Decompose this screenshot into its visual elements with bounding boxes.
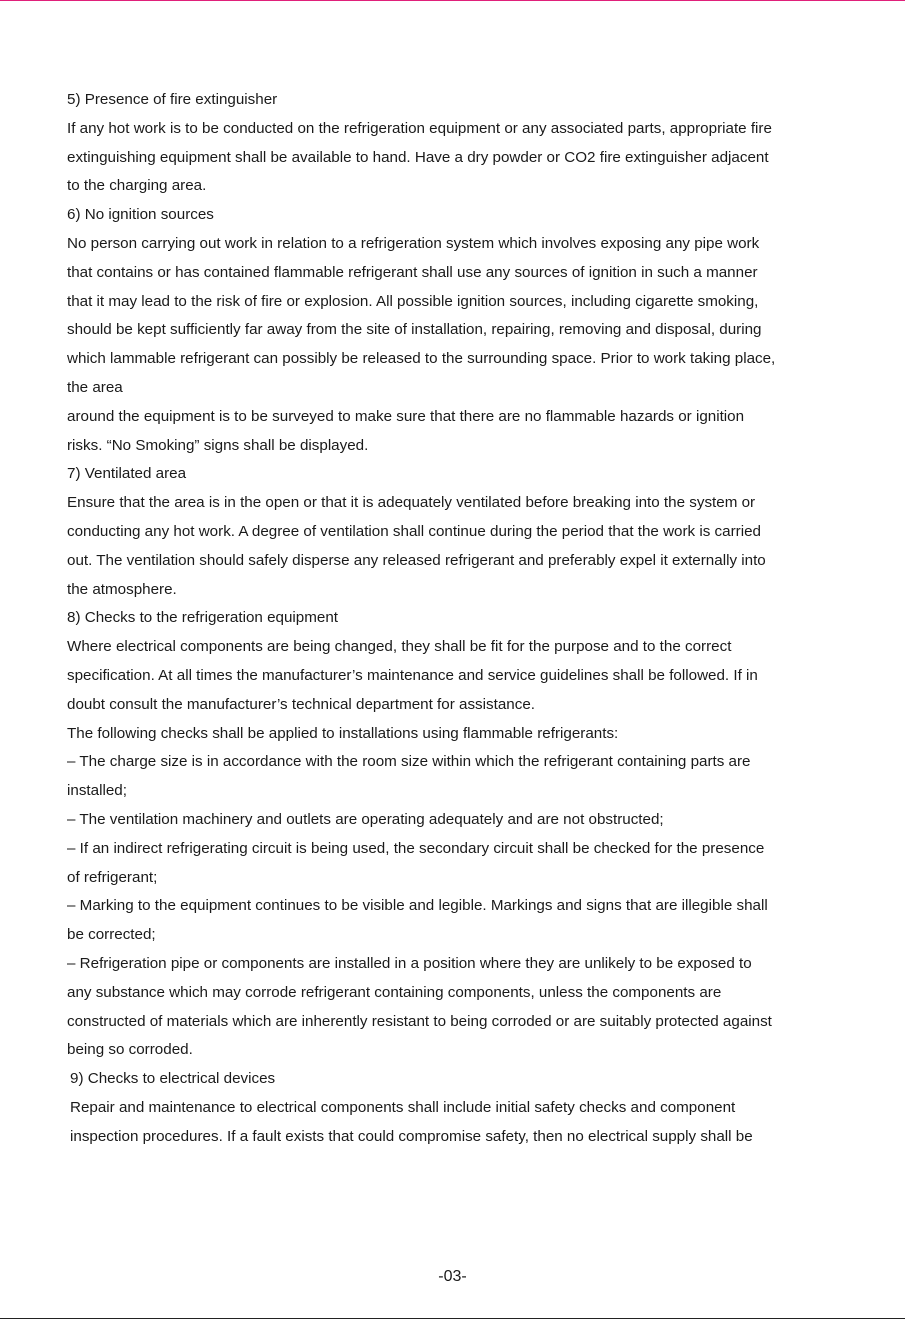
list-item-continuation: installed; <box>67 782 127 800</box>
document-body <box>67 86 857 1151</box>
body-line: extinguishing equipment shall be available to hand. Have a dry powder or CO2 fire extinguisher adjacent <box>67 148 769 166</box>
list-item: – Marking to the equipment continues to be visible and legible. Markings and signs that are illegible shall <box>67 897 768 915</box>
list-item-continuation: constructed of materials which are inherently resistant to being corroded or are suitably protected against <box>67 1012 772 1030</box>
body-line: risks. “No Smoking” signs shall be displayed. <box>67 436 369 454</box>
body-line: specification. At all times the manufacturer’s maintenance and service guidelines shall be followed. If in <box>67 666 758 684</box>
body-line: inspection procedures. If a fault exists that could compromise safety, then no electrical supply shall be <box>70 1127 753 1145</box>
body-line: out. The ventilation should safely disperse any released refrigerant and preferably expel it externally into <box>67 551 766 569</box>
section-heading-ventilated-area: 7) Ventilated area <box>67 465 187 483</box>
list-item: – The charge size is in accordance with the room size within which the refrigerant containing parts are <box>67 753 751 771</box>
list-item-continuation: any substance which may corrode refrigerant containing components, unless the components are <box>67 983 722 1001</box>
section-heading-refrigeration-checks: 8) Checks to the refrigeration equipment <box>67 609 338 627</box>
body-line: conducting any hot work. A degree of ventilation shall continue during the period that the work is carried <box>67 522 761 540</box>
body-line: the atmosphere. <box>67 580 177 598</box>
body-line: Where electrical components are being changed, they shall be fit for the purpose and to the correct <box>67 638 732 656</box>
body-line: Repair and maintenance to electrical components shall include initial safety checks and component <box>70 1098 736 1116</box>
body-line: doubt consult the manufacturer’s technical department for assistance. <box>67 695 535 713</box>
body-line: to the charging area. <box>67 177 207 195</box>
section-heading-fire-extinguisher: 5) Presence of fire extinguisher <box>67 91 278 108</box>
page-number: -03- <box>438 1268 467 1285</box>
body-line: which lammable refrigerant can possibly be released to the surrounding space. Prior to work taking place, <box>67 350 776 368</box>
section-heading-ignition-sources: 6) No ignition sources <box>67 206 214 224</box>
bottom-rule <box>0 1318 905 1319</box>
body-line: the area <box>67 378 123 396</box>
body-line: The following checks shall be applied to installations using flammable refrigerants: <box>67 724 619 742</box>
top-rule <box>0 0 905 1</box>
list-item: – If an indirect refrigerating circuit is being used, the secondary circuit shall be checked for the presence <box>67 839 765 857</box>
section-heading-electrical-devices: 9) Checks to electrical devices <box>70 1070 276 1088</box>
body-line: No person carrying out work in relation to a refrigeration system which involves exposing any pipe work <box>67 234 760 252</box>
body-line: If any hot work is to be conducted on the refrigeration equipment or any associated parts, appropriate fire <box>67 119 772 137</box>
list-item: – Refrigeration pipe or components are installed in a position where they are unlikely to be exposed to <box>67 954 752 972</box>
body-line: Ensure that the area is in the open or that it is adequately ventilated before breaking into the system or <box>67 494 756 512</box>
list-item-continuation: be corrected; <box>67 926 156 944</box>
body-line: that it may lead to the risk of fire or explosion. All possible ignition sources, including cigarette smoking, <box>67 292 759 310</box>
list-item-continuation: of refrigerant; <box>67 868 158 886</box>
list-item-continuation: being so corroded. <box>67 1041 193 1059</box>
body-line: that contains or has contained flammable refrigerant shall use any sources of ignition in such a manner <box>67 263 758 281</box>
body-line: around the equipment is to be surveyed to make sure that there are no flammable hazards or ignition <box>67 407 745 425</box>
list-item: – The ventilation machinery and outlets are operating adequately and are not obstructed; <box>67 810 664 828</box>
body-line: should be kept sufficiently far away from the site of installation, repairing, removing and disposal, during <box>67 321 762 339</box>
